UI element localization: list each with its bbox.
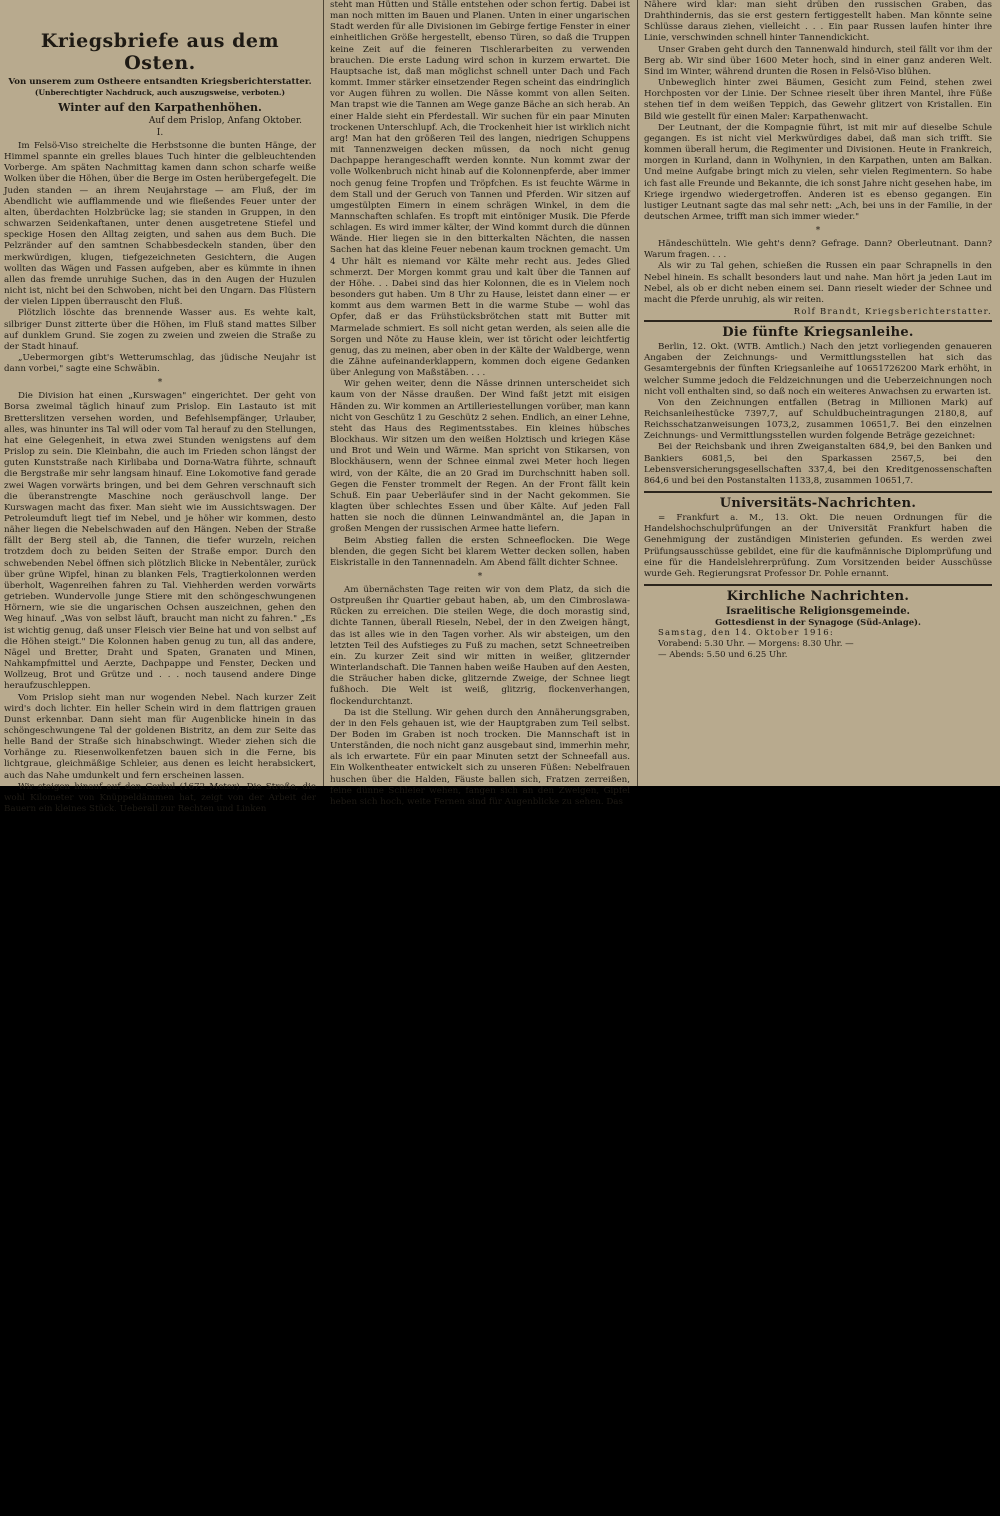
paragraph: „Uebermorgen gibt's Wetterumschlag, das jüdische Neujahr ist dann vorbei," sagte eine Schwäbin. — [4, 352, 316, 375]
paragraph: Vom Prislop sieht man nur wogenden Nebel. Nach kurzer Zeit wird's doch lichter. Ein heller Schein wird in dem flattrigen grauen Dunst erkennbar. Dann sieht man für Augenblicke hinein in das schöngeschwungene Tal der goldenen Bistritz, an dem zur Seite das helle Band der Straße sich hinabschwingt. Wieder ziehen sich die Vorhänge zu. Riesenwolkenfetzen bauen sich in die Ferne, bis lichtgraue, gleichmäßige Schleier, aus denen es leicht herabsickert, auch das Nahe umdunkelt und fern erscheinen lassen. — [4, 692, 316, 781]
section-rule — [644, 491, 992, 493]
section-rule — [644, 320, 992, 322]
paragraph: Am übernächsten Tage reiten wir von dem Platz, da sich die Ostpreußen ihr Quartier gebaut haben, ab, um den Cimbroslawa-Rücken zu erreichen. Die steilen Wege, die doch morastig sind, dichte Tannen, überall Rieseln, Nebel, der in den Zweigen hängt, das ist alles wie in den Tagen vorher. Als wir absteigen, um den letzten Teil des Aufstieges zu Fuß zu machen, setzt Schneetreiben ein. Zu kurzer Zeit sind wir mitten in weißer, glitzernder Winterlandschaft. Die Tannen haben weiße Hauben auf den Aesten, die Sträucher haben dicke, glitzernde Zweige, der Schnee liegt fußhoch. Die Welt ist weiß, glitzrig, flockenverhangen, flockendurchtanzt. — [330, 584, 630, 707]
paragraph: steht man Hütten und Ställe entstehen oder schon fertig. Dabei ist man noch mitten im Bauen und Planen. Unten in einer ungarischen Stadt werden für alle Divisionen im Gebirge fertige Fenster in einer einheitlichen Größe hergestellt, ebenso Türen, so daß die Truppen keine Zeit auf die feineren Tischlerarbeiten zu verwenden brauchen. Die erste Ladung wird schon in kurzem erwartet. Die Hauptsache ist, daß man möglichst schnell unter Dach und Fach kommt. Immer stärker einsetzender Regen scheint das eindringlich vor Augen führen zu wollen. Die Nässe kommt von allen Seiten. Man trapst wie die Tannen am Wege ganze Bäche an sich herab. An einer Halde sieht ein Pferdestall. Wir suchen für ein paar Minuten trockenen Unterschlupf. Ach, die Trockenheit hier ist wirklich nicht arg! Man hat den größeren Teil des langen, niedrigen Schuppens mit Tannenzweigen decken müssen, da noch nicht genug Dachpappe herangeschafft werden konnte. Nun kommt zwar der volle Wolkenbruch nicht hinab auf die Kolonnenpferde, aber immer noch genug feine Tropfen und Tröpfchen. Es ist feuchte Wärme in dem Stall und der Geruch von Tannen und Pferden. Wir sitzen auf umgestülpten Eimern in einem schrägen Winkel, in dem die Mannschaften schlafen. Es tropft mit eintöniger Musik. Die Pferde schlagen. Es wird immer kälter, der Wind kommt durch die dünnen Wände. Hier liegen sie in den bitterkalten Nächten, die nassen Sachen hat das kleine Feuer nebenan kaum trocknen gemacht. Um 4 Uhr hält es niemand vor Kälte mehr recht aus. Jedes Glied schmerzt. Der Morgen kommt grau und kalt über die Tannen auf der Höhe. . . Dabei sind das hier Kolonnen, die es in Vielem noch besonders gut haben. Um 8 Uhr zu Hause, leistet dann einer — er kommt aus dem warmen Bett in die warme Stube — wohl das Opfer, daß er das Frühstücksbrötchen statt mit Butter mit Marmelade schmiert. Es soll nicht getan werden, als seien alle die Sorgen und Nöte zu Hause klein, wer ist töricht oder leichtfertig genug, das zu meinen, aber oben in der Kälte der Waldberge, wenn die Zähne aufeinanderklappern, kommen doch eigene Gedanken über Anlegung von Maßstäben. . . . — [330, 0, 630, 379]
war-loan-heading: Die fünfte Kriegsanleihe. — [722, 325, 914, 341]
section-rule — [644, 584, 992, 586]
column-rule — [637, 0, 638, 786]
paragraph: Der Leutnant, der die Kompagnie führt, ist mit mir auf dieselbe Schule gegangen. Es ist nicht viel Merkwürdiges dabei, daß man sich trifft. Sie kommen überall herum, die Regimenter und Divisionen. Heute in Frankreich, morgen in Kurland, dann in Wolhynien, in den Karpathen, unten am Balkan. Und meine Aufgabe bringt mich zu vielen, sehr vielen Regimentern. So habe ich fast alle Freunde und Bekannte, die ich sonst Jahre nicht gesehen habe, im Kriege irgendwo wiedergetroffen. Anderen ist es ebenso gegangen. Ein lustiger Leutnant sagte das mal sehr nett: „Ach, bei uns in der Familie, in der deutschen Armee, trifft man sich immer wieder." — [644, 122, 992, 222]
paragraph: Da ist die Stellung. Wir gehen durch den Annäherungsgraben, der in den Fels gehauen ist, wie der Hauptgraben zum Teil selbst. Der Boden im Graben ist noch trocken. Die Mannschaft ist in Unterständen, die noch nicht ganz ausgebaut sind, immerhin mehr, als ich erwartete. Für ein paar Minuten setzt der Schneefall aus. Ein Wolkentheater entwickelt sich zu unseren Füßen: Nebelfrauen huschen über die Halden, Fäuste ballen sich, Fratzen zerreißen, feine dünne Schleier wehen, fangen sich an den Zweigen, Gipfel heben sich hoch, weite Fernen sind für Augenblicke zu sehen. Das — [330, 707, 630, 807]
service-date: Samstag, den 14. Oktober 1916: — [658, 628, 834, 639]
church-news-heading: Kirchliche Nachrichten. — [726, 589, 910, 605]
service-times: Vorabend: 5.30 Uhr. — Morgens: 8.30 Uhr. — — [658, 639, 854, 650]
section-title: Winter auf den Karpathenhöhen. — [58, 101, 262, 114]
section-separator: * — [477, 571, 483, 582]
paragraph: Händeschütteln. Wie geht's denn? Gefrage. Dann? Oberleutnant. Dann? Warum fragen. . . . — [644, 239, 992, 261]
paragraph: = Frankfurt a. M., 13. Okt. Die neuen Ordnungen für die Handelshochschulprüfungen an der Universität Frankfurt haben die Genehmigung der zuständigen Ministerien gefunden. Es werden zwei Prüfungsausschüsse gebildet, eine für die kaufmännische Diplomprüfung und eine für die Handelslehrerprüfung. Zum Vorsitzenden beider Ausschüsse wurde Geh. Regierungsrat Professor Dr. Pohle ernannt. — [644, 513, 992, 579]
paragraph: Bei der Reichsbank und ihren Zweiganstalten 684,9, bei den Banken und Bankiers 6081,5, bei den Sparkassen 2567,5, bei den Lebensversicherungsgesellschaften 337,4, bei den Kreditgenossenschaften 864,6 und bei den Postanstalten 1133,8, zusammen 10651,7. — [644, 442, 992, 486]
service-location: Gottesdienst in der Synagoge (Süd-Anlage). — [715, 617, 921, 628]
paragraph: Beim Abstieg fallen die ersten Schneeflocken. Die Wege blenden, die gegen Sicht bei klarem Wetter decken sollen, haben Eiskristalle in den Tannennadeln. Am Abend fällt dichter Schnee. — [330, 535, 630, 568]
reprint-notice: (Unberechtigter Nachdruck, auch auszugsweise, verboten.) — [34, 88, 286, 97]
column-1 — [0, 0, 322, 815]
author-signature: Rolf Brandt, Kriegsberichterstatter. — [793, 306, 992, 317]
section-separator: * — [815, 226, 821, 237]
part-number: I. — [156, 128, 164, 138]
paragraph: Unser Graben geht durch den Tannenwald hindurch, steil fällt vor ihm der Berg ab. Wir sind über 1600 Meter hoch, sind in einer ganz anderen Welt. Sind im Winter, während drunten die Rosen in Felsö-Viso blühen. — [644, 44, 992, 77]
section-separator: * — [157, 378, 163, 389]
article-title: Kriegsbriefe aus dem Osten. — [40, 30, 280, 74]
university-news-heading: Universitäts-Nachrichten. — [719, 496, 917, 512]
paragraph: Die Division hat einen „Kurswagen" eingerichtet. Der geht von Borsa zweimal täglich hinauf zum Prislop. Ein Lastauto ist mit Bretterslitzen versehen worden, und Befehlsempfänger, Urlauber, alles, was hinunter ins Tal will oder vom Tal herauf zu den Stellungen, hat eine Gelegenheit, in etwa zwei Stunden wenigstens auf dem Prislop zu sein. Die Kleinbahn, die auch im Frieden schon längst der guten Kunststraße nach Kirlibaba und Dorna-Watra führte, schnauft die Bergstraße mir sehr langsam hinauf. Eine Lokomotive fand gerade zwei Wagen vorwärts bringen, und bei dem Gehren verschnauft sich die überanstrengte Maschine noch geräuschvoll lange. Der Kurswagen macht das fixer. Man sieht wie im Aussichtswagen. Der Petroleumduft liegt tief im Nebel, und je höher wir kommen, desto näher liegen die Nebelschwaden auf den Hängen. Neben der Straße fällt der Berg steil ab, die Tannen, die tiefer wurzeln, reichen trotzdem doch zu beiden Seiten der Straße empor. Durch den schwebenden Nebel öffnen sich plötzlich Blicke in Nebentäler, zurück über grüne Wipfel, hinan zu blanken Fels, Tragtierkolonnen werden überholt, Wagenreihen fahren zu Tal. Viehherden werden vorwärts getrieben. Wundervolle junge Stiere mit den schöngeschwungenen Hörnern, wie sie die ungarischen Ochsen auszeichnen, gehen den Weg hinauf. „Was von selbst läuft, braucht man nicht zu fahren." „Es ist wichtig genug, daß unser Fleisch vier Beine hat und von selbst auf die Höhen steigt." Die Kolonnen haben genug zu tun, all das andere, Nägel und Bretter, Draht und Spaten, Granaten und Minen, Nahkampfmittel und Aerzte, Dachpappe und Fenster, Decken und Wollzeug, Brot und Grütze und . . . noch tausend andere Dinge heraufzuschleppen. — [4, 391, 316, 692]
paragraph: Berlin, 12. Okt. (WTB. Amtlich.) Nach den jetzt vorliegenden genaueren Angaben der Zeichnungs- und Vermittlungsstellen hat sich das Gesamtergebnis der fünften Kriegsanleihe auf 10651726200 Mark erhöht, in welcher Summe jedoch die Feldzeichnungen und die Ueberzeichnungen noch nicht voll enthalten sind, so daß noch ein weiteres Anwachsen zu erwarten ist. — [644, 342, 992, 397]
column-rule — [323, 0, 324, 786]
paragraph: Wir steigen hinauf auf den Cerbul (1672 Meter). Die Straße, die wohl Kilometer von Knüppeldämmen hat, zeigt von der Arbeit der Bauern ein kleines Stück. Ueberall zur Rechten und Linken — [4, 781, 316, 815]
paragraph: Wir gehen weiter, denn die Nässe drinnen unterscheidet sich kaum von der Nässe draußen. Der Wind faßt jetzt mit eisigen Händen zu. Wir kommen an Artilleriestellungen vorüber, man kann nicht von Geschütz 1 zu Geschütz 2 sehen. Endlich, an einer Lehne, steht das Haus des Regimentsstabes. Ein kleines hübsches Blockhaus. Wir sitzen um den weißen Holztisch und kriegen Käse und Brot und Wein und Wärme. Man spricht von Stikarsen, von Blockhäusern, wenn der Schnee einmal zwei Meter hoch liegen wird, von der Kälte, die an 20 Grad im Durchschnitt haben soll. Gegen die Fenster trommelt der Regen. An der Front fällt kein Schuß. Ein paar Ueberläufer sind in der Nacht gekommen. Sie klagten über schlechtes Essen und über Kälte. Auf jeden Fall hatten sie noch die dünnen Leinwandmäntel an, die Japan in großen Mengen der russischen Armee hatte liefern. — [330, 379, 630, 535]
paragraph: Plötzlich löschte das brennende Wasser aus. Es wehte kalt, silbriger Dunst zitterte über die Höhen, im Fluß stand mattes Silber auf dunklem Grund. Sie zogen zu zweien und zweien die Straße zu der Stadt hinauf. — [4, 308, 316, 352]
congregation-name: Israelitische Religionsgemeinde. — [725, 606, 911, 618]
paragraph: Als wir zu Tal gehen, schießen die Russen ein paar Schrapnells in den Nebel hinein. Es schallt besonders laut und nahe. Man hört ja jeden Laut im Nebel, als ob er dicht neben einem sei. Dann rieselt wieder der Schnee und macht die Pferde unruhig, als wir reiten. — [644, 261, 992, 305]
paragraph: Im Felsö-Viso streichelte die Herbstsonne die bunten Hänge, der Himmel spannte ein grelles blaues Tuch hinter die gelbleuchtenden Vorberge. Am späten Nachmittag kamen dann schon scharfe weiße Wolken über die Höhen, über die Berge im Osten herübergefegelt. Die Juden standen — an ihrem Neujahrstage — am Fluß, der im Abendlicht wie aufflammende und wie fließendes Feuer unter der alten, überdachten Holzbrücke lag; sie standen in Gruppen, in den schwarzen Seidenkaftanen, unter denen ausgetretene Stiefel und speckige Hosen den Alltag zeigten, und sahen aus dem Buch. Die Pelzränder auf den samtnen Schabbesdeckeln standen, über den merkwürdigen, klugen, tiefgezeichneten Gesichtern, die Augen wollten das Wägen und Fassen aufgeben, aber es kümmte in ihnen allen das fremde unruhige Suchen, das in den Augen der Huzulen nicht ist, nicht bei den Schwoben, nicht bei den Ungarn. Das Flüstern der vielen Lippen überrauscht den Fluß. — [4, 141, 316, 308]
article-subtitle: Von unserem zum Ostheere entsandten Kriegsberichterstatter. — [8, 77, 312, 87]
paragraph: Nähere wird klar: man sieht drüben den russischen Graben, das Drahthindernis, das sie erst gestern fertiggestellt haben. Man könnte seine Schlüsse daraus ziehen, vielleicht . . . Ein paar Russen laufen hinter ihre Linie, verschwinden schnell hinter Tannendickicht. — [644, 0, 992, 44]
dateline: Auf dem Prislop, Anfang Oktober. — [148, 116, 302, 126]
paragraph: Unbeweglich hinter zwei Bäumen, Gesicht zum Feind, stehen zwei Horchposten vor der Linie. Der Schnee rieselt über ihren Mantel, ihre Füße stehen tief in dem weißen Teppich, das Gewehr glitzert von Kristallen. Ein Bild wie gestellt für einen Maler: Karpathenwacht. — [644, 78, 992, 122]
column-3 — [640, 0, 1000, 786]
column-2 — [326, 0, 636, 807]
paragraph: Von den Zeichnungen entfallen (Betrag in Millionen Mark) auf Reichsanleihestücke 7397,7, auf Schuldbucheintragungen 2180,8, auf Reichsschatzanweisungen 1073,2, zusammen 10651,7. Bei den einzelnen Zeichnungs- und Vermittlungsstellen wurden folgende Beträge gezeichnet: — [644, 397, 992, 442]
service-times-evening: — Abends: 5.50 und 6.25 Uhr. — [658, 650, 788, 661]
